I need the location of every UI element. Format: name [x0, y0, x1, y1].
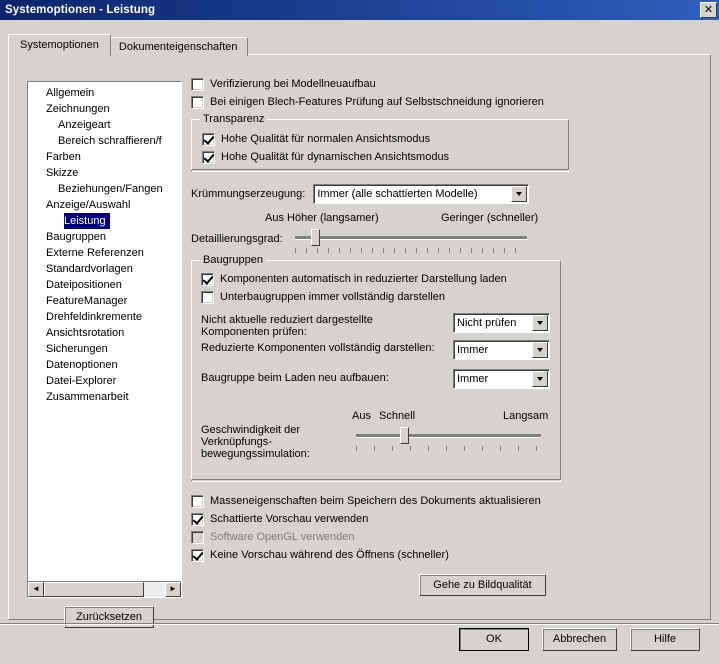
footer-separator — [0, 623, 719, 625]
assembly-row-label-line1: Nicht aktuelle reduziert dargestellte — [201, 314, 373, 326]
checkbox-shaded-preview[interactable] — [191, 513, 204, 526]
checkbox-row-verifizierung[interactable] — [191, 77, 696, 91]
list-item[interactable]: Standardvorlagen — [46, 263, 133, 275]
options-content — [191, 77, 696, 596]
chevron-down-icon[interactable] — [532, 315, 548, 331]
dialog-body — [0, 20, 719, 664]
tab-panel — [8, 54, 711, 623]
checkbox-no-preview[interactable] — [191, 549, 204, 562]
checkbox-label: Hohe Qualität für dynamischen Ansichtsmodus — [221, 151, 450, 163]
list-item[interactable]: FeatureManager — [46, 295, 128, 307]
speed-slider-section — [201, 410, 551, 466]
checkbox-row-auto-load[interactable] — [201, 272, 551, 286]
tab-dokumenteigenschaften[interactable]: Dokumenteigenschaften — [109, 37, 248, 56]
checkbox-row-normal-quality[interactable] — [202, 132, 558, 146]
assembly-row-label-line1: Baugruppe beim Laden neu aufbauen: — [201, 372, 389, 384]
speed-slider-right-caption: Langsam — [503, 410, 549, 422]
window-title: Systemoptionen - Leistung — [5, 4, 156, 16]
tab-systemoptionen[interactable]: Systemoptionen — [8, 34, 111, 56]
detail-slider-label: Detaillierungsgrad: — [191, 233, 283, 245]
speed-slider-label-line1: Geschwindigkeit der — [201, 424, 301, 436]
list-item[interactable]: Farben — [46, 151, 81, 163]
curvature-value: Immer (alle schattierten Modelle) — [317, 188, 478, 200]
list-item[interactable]: Baugruppen — [46, 231, 106, 243]
curvature-row — [191, 184, 696, 204]
curvature-combo[interactable] — [313, 184, 529, 204]
list-item[interactable]: Anzeigeart — [58, 119, 111, 131]
ok-button[interactable]: OK — [459, 628, 529, 651]
checkbox-auto-load[interactable] — [201, 273, 214, 286]
assembly-row-label-line1: Reduzierte Komponenten vollständig darstellen: — [201, 342, 435, 354]
chevron-down-icon[interactable] — [532, 371, 548, 387]
detail-slider-ticks — [295, 248, 527, 254]
help-button[interactable]: Hilfe — [630, 628, 700, 651]
group-title: Transparenz — [200, 113, 267, 125]
check-outdated-value: Nicht prüfen — [457, 317, 517, 329]
detail-slider[interactable] — [295, 228, 527, 258]
list-item[interactable]: Skizze — [46, 167, 79, 179]
checkbox-label: Verifizierung bei Modellneuaufbau — [210, 78, 376, 90]
speed-slider-ticks — [356, 446, 541, 452]
options-list — [28, 82, 181, 581]
scroll-thumb[interactable] — [44, 582, 144, 597]
assembly-row-check — [201, 314, 551, 336]
list-item[interactable]: Bereich schraffieren/f — [58, 135, 162, 147]
scroll-left-icon[interactable]: ◄ — [28, 582, 44, 597]
group-title: Baugruppen — [200, 254, 266, 266]
speed-slider-mid-caption: Schnell — [379, 410, 416, 422]
list-item[interactable]: Drehfeldinkremente — [46, 311, 142, 323]
chevron-down-icon[interactable] — [532, 342, 548, 358]
list-item[interactable]: Ansichtsrotation — [46, 327, 125, 339]
reset-button[interactable]: Zurücksetzen — [64, 606, 154, 628]
cancel-button[interactable]: Abbrechen — [542, 628, 617, 651]
checkbox-row-blech[interactable] — [191, 95, 696, 109]
speed-slider-label-line3: bewegungssimulation: — [201, 448, 310, 460]
group-baugruppen — [191, 254, 561, 482]
checkbox-normal-quality[interactable] — [202, 133, 215, 146]
list-item[interactable]: Allgemein — [46, 87, 95, 99]
list-item[interactable]: Externe Referenzen — [46, 247, 144, 259]
list-item-selected[interactable] — [28, 213, 181, 229]
list-item[interactable]: Datenoptionen — [46, 359, 118, 371]
checkbox-row-subassemblies[interactable] — [201, 290, 551, 304]
bottom-checks — [191, 494, 696, 562]
resolve-lightweight-value: Immer — [457, 344, 489, 356]
image-quality-button[interactable]: Gehe zu Bildqualität — [419, 574, 546, 596]
checkbox-verifizierung[interactable] — [191, 78, 204, 91]
scroll-track[interactable] — [144, 582, 165, 597]
list-item[interactable]: Beziehungen/Fangen — [58, 183, 163, 195]
resolve-lightweight-combo[interactable] — [453, 340, 550, 360]
speed-slider[interactable] — [356, 426, 541, 456]
curvature-label: Krümmungserzeugung: — [191, 188, 306, 200]
checkbox-row-no-preview[interactable] — [191, 548, 696, 562]
checkbox-row-mass-properties[interactable] — [191, 494, 696, 508]
group-content — [191, 119, 569, 170]
title-bar — [0, 0, 719, 20]
chevron-down-icon[interactable] — [511, 186, 527, 202]
speed-slider-label-line2: Verknüpfungs- — [201, 436, 272, 448]
checkbox-blech[interactable] — [191, 96, 204, 109]
assembly-row-rebuild — [201, 368, 551, 394]
checkbox-subassemblies[interactable] — [201, 291, 214, 304]
checkbox-label: Hohe Qualität für normalen Ansichtsmodus — [221, 133, 431, 145]
checkbox-row-software-opengl — [191, 530, 696, 544]
speed-slider-thumb[interactable] — [400, 427, 409, 444]
list-item[interactable]: Dateipositionen — [46, 279, 122, 291]
checkbox-label: Keine Vorschau während des Öffnens (schneller) — [210, 549, 449, 561]
assembly-row-resolve — [201, 340, 551, 364]
checkbox-label: Software OpenGL verwenden — [210, 531, 355, 543]
tab-strip — [10, 34, 248, 56]
group-content — [191, 260, 561, 480]
checkbox-mass-properties[interactable] — [191, 495, 204, 508]
detail-slider-left-caption: Aus Höher (langsamer) — [265, 212, 379, 224]
checkbox-dynamic-quality[interactable] — [202, 151, 215, 164]
list-item[interactable]: Zeichnungen — [46, 103, 110, 115]
check-outdated-combo[interactable] — [453, 313, 550, 333]
options-listbox[interactable] — [27, 81, 182, 598]
detail-slider-section — [191, 212, 696, 254]
checkbox-label: Schattierte Vorschau verwenden — [210, 513, 369, 525]
checkbox-row-shaded-preview[interactable] — [191, 512, 696, 526]
list-item[interactable]: Datei-Explorer — [46, 375, 117, 387]
group-transparenz — [191, 113, 569, 172]
list-item-label: Leistung — [64, 213, 110, 229]
detail-slider-thumb[interactable] — [311, 229, 320, 246]
list-item[interactable]: Zusammenarbeit — [46, 391, 129, 403]
checkbox-label: Bei einigen Blech-Features Prüfung auf Selbstschneidung ignorieren — [210, 96, 544, 108]
rebuild-on-load-combo[interactable] — [453, 369, 550, 389]
horizontal-scrollbar[interactable] — [28, 581, 181, 597]
checkbox-label: Komponenten automatisch in reduzierter Darstellung laden — [220, 273, 507, 285]
checkbox-label: Unterbaugruppen immer vollständig darstellen — [220, 291, 446, 303]
assembly-row-label-line2: Komponenten prüfen: — [201, 326, 307, 338]
speed-slider-left-caption: Aus — [352, 410, 371, 422]
checkbox-software-opengl — [191, 531, 204, 544]
rebuild-on-load-value: Immer — [457, 373, 489, 385]
scroll-right-icon[interactable]: ► — [165, 582, 181, 597]
checkbox-label: Masseneigenschaften beim Speichern des Dokuments aktualisieren — [210, 495, 541, 507]
detail-slider-right-caption: Geringer (schneller) — [441, 212, 539, 224]
checkbox-row-dynamic-quality[interactable] — [202, 150, 558, 164]
list-item[interactable]: Anzeige/Auswahl — [46, 199, 131, 211]
list-item[interactable]: Sicherungen — [46, 343, 108, 355]
close-icon[interactable]: ✕ — [700, 2, 717, 18]
